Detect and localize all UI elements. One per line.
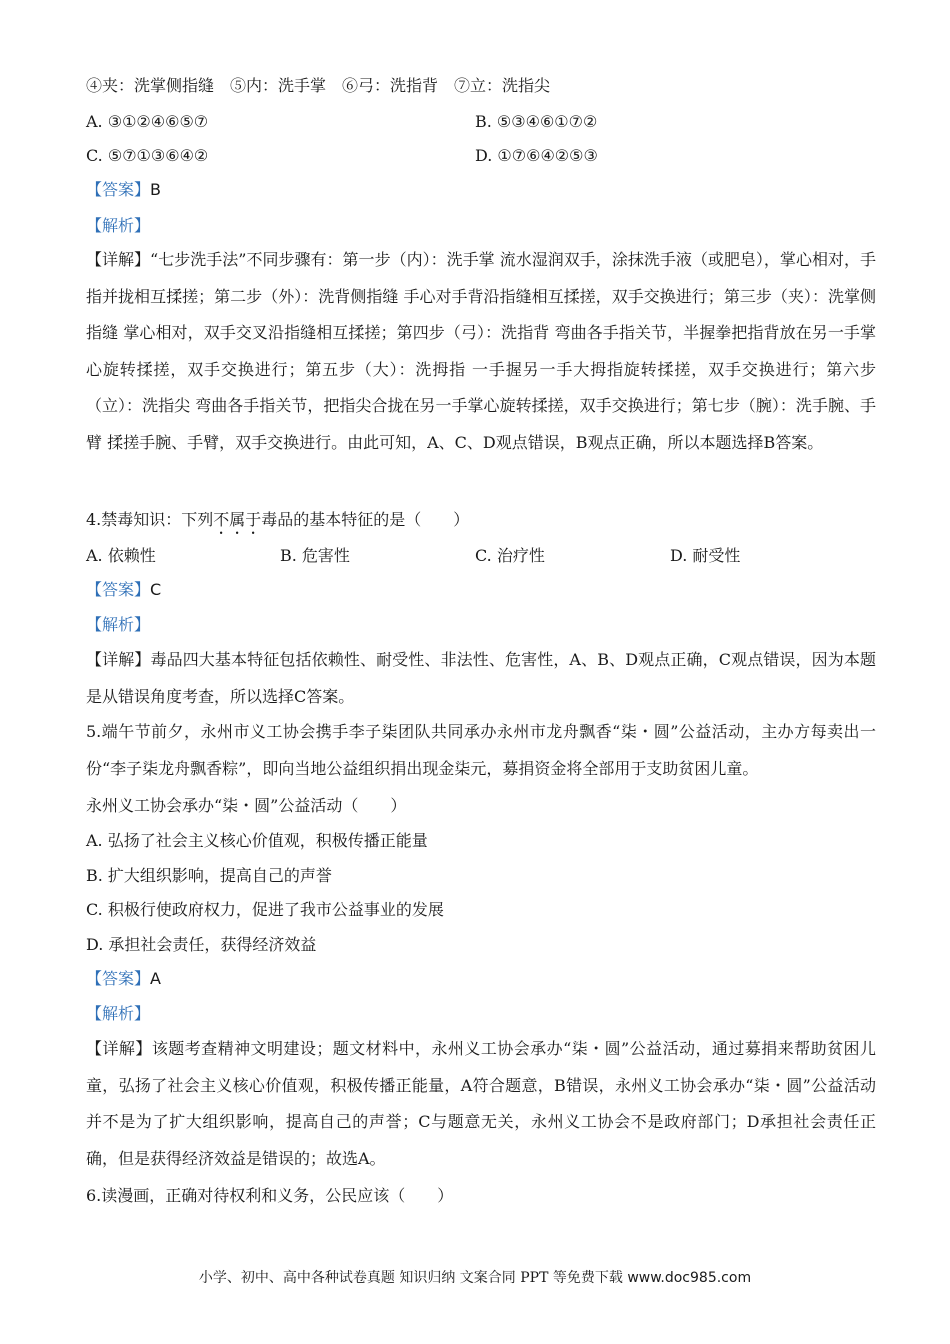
q6-stem: 6.读漫画，正确对待权利和义务，公民应该（ ） xyxy=(86,1186,454,1205)
q4-stem-emphasis: 不属于 xyxy=(213,510,262,529)
answer-tag: 【答案】 xyxy=(86,580,151,599)
q4-stem xyxy=(86,510,469,538)
q5-option-b: B. 扩大组织影响，提高自己的声誉 xyxy=(86,866,332,885)
q4-stem-before: 4.禁毒知识：下列 xyxy=(86,510,214,529)
q5-option-a: A. 弘扬了社会主义核心价值观，积极传播正能量 xyxy=(86,831,428,850)
q4-detail xyxy=(86,642,876,715)
detail-text: 毒品四大基本特征包括依赖性、耐受性、非法性、危害性，A、B、D观点正确，C观点错误，因为本题是从错误角度考查，所以选择C答案。 xyxy=(86,650,876,706)
q4-stem-after: 毒品的基本特征的是（ ） xyxy=(261,510,470,529)
answer-value: B xyxy=(150,180,161,199)
q3-steps-line: ④夹：洗掌侧指缝 ⑤内：洗手掌 ⑥弓：洗指背 ⑦立：洗指尖 xyxy=(86,76,551,95)
footer-text: 小学、初中、高中各种试卷真题 知识归纳 文案合同 PPT 等免费下载 xyxy=(198,1270,623,1286)
answer-value: C xyxy=(150,580,162,599)
q5-answer xyxy=(86,969,161,989)
q3-option-d: D. ①⑦⑥④②⑤③ xyxy=(475,146,598,165)
q4-option-a: A. 依赖性 xyxy=(86,546,156,565)
q5-option-d: D. 承担社会责任，获得经济效益 xyxy=(86,935,317,954)
q3-option-b: B. ⑤③④⑥①⑦② xyxy=(475,112,598,131)
q3-option-c: C. ⑤⑦①③⑥④② xyxy=(86,146,209,165)
detail-text: 该题考查精神文明建设；题文材料中，永州义工协会承办“柒・圆”公益活动，通过募捐来帮助贫困儿童，弘扬了社会主义核心价值观，积极传播正能量，A符合题意，B错误，永州义工协会承办“柒・圆”公益活动并不是为了扩大组织影响，提高自己的声誉；C与题意无关，永州义工协会不是政府部门；D承担社会责任正确，但是获得经济效益是错误的；故选A。 xyxy=(86,1039,876,1168)
detail-text: “七步洗手法”不同步骤有：第一步（内）：洗手掌 流水湿润双手，涂抹洗手液（或肥皂），掌心相对，手指并拢相互揉搓；第二步（外）：洗背侧指缝 手心对手背沿指缝相互揉搓，双手交换进行；第三步（夹）：洗掌侧指缝 掌心相对，双手交叉沿指缝相互揉搓；第四步（弓）：洗指背 弯曲各手指关节，半握拳把指背放在另一手掌心旋转揉搓，双手交换进行；第五步（大）：洗拇指 一手握另一手大拇指旋转揉搓，双手交换进行；第六步（立）：洗指尖 弯曲各手指关节，把指尖合拢在另一手掌心旋转揉搓，双手交换进行；第七步（腕）：洗手腕、手臂 揉搓手腕、手臂，双手交换进行。由此可知，A、C、D观点错误，B观点正确，所以本题选择B答案。 xyxy=(86,250,876,452)
q5-analysis-tag xyxy=(86,1004,150,1024)
q3-detail xyxy=(86,242,876,461)
q3-answer xyxy=(86,180,161,200)
answer-tag: 【答案】 xyxy=(86,969,151,988)
q3-option-a: A. ③①②④⑥⑤⑦ xyxy=(86,112,209,131)
q5-stem: 5.端午节前夕，永州市义工协会携手李子柒团队共同承办永州市龙舟飘香“柒・圆”公益活动，主办方每卖出一份“李子柒龙舟飘香粽”，即向当地公益组织捐出现金柒元，募捐资金将全部用于支助贫困儿童。 xyxy=(86,722,876,778)
analysis-tag: 【解析】 xyxy=(86,216,151,235)
q4-option-b: B. 危害性 xyxy=(280,546,350,565)
q4-answer xyxy=(86,580,161,600)
footer-url[interactable]: www.doc985.com xyxy=(627,1270,752,1286)
q4-option-d: D. 耐受性 xyxy=(670,546,741,565)
analysis-tag: 【解析】 xyxy=(86,1004,151,1023)
answer-tag: 【答案】 xyxy=(86,180,151,199)
answer-value: A xyxy=(150,969,161,988)
detail-tag: 【详解】 xyxy=(86,250,151,269)
q5-question: 永州义工协会承办“柒・圆”公益活动（ ） xyxy=(86,796,407,815)
page-footer xyxy=(0,1268,950,1288)
detail-tag: 【详解】 xyxy=(86,1039,152,1058)
q4-analysis-tag xyxy=(86,615,150,635)
detail-tag: 【详解】 xyxy=(86,650,151,669)
q5-option-c: C. 积极行使政府权力，促进了我市公益事业的发展 xyxy=(86,900,444,919)
analysis-tag: 【解析】 xyxy=(86,615,151,634)
q4-option-c: C. 治疗性 xyxy=(475,546,545,565)
q5-detail xyxy=(86,1031,876,1177)
q3-analysis-tag xyxy=(86,216,150,236)
